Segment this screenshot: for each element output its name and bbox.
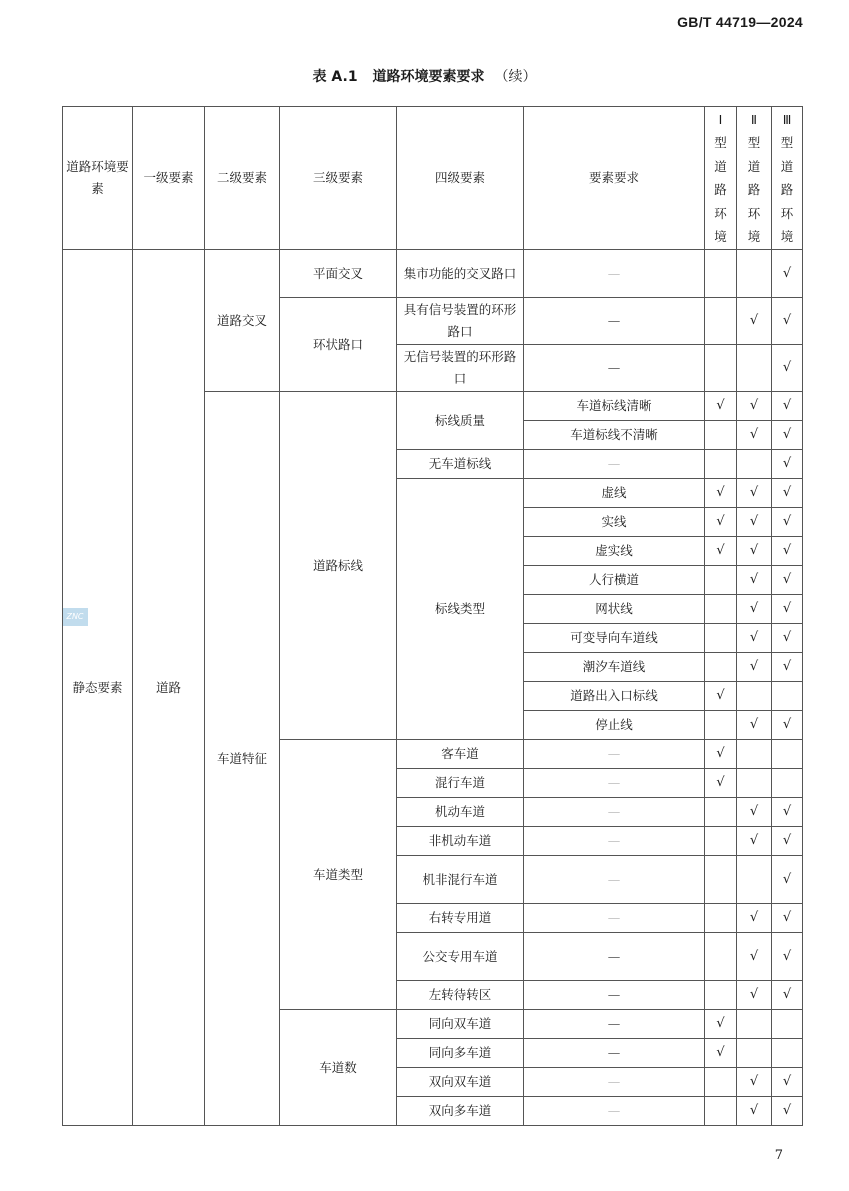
cell-type1 (705, 624, 737, 653)
cell-requirement: — (524, 904, 705, 933)
cell-level4-marking-type: 标线类型 (397, 479, 524, 740)
cell-type3: √ (772, 595, 803, 624)
cell-type3: √ (772, 566, 803, 595)
cell-level4: 右转专用道 (397, 904, 524, 933)
cell-type1: √ (705, 740, 737, 769)
col-header-type2 (737, 107, 772, 250)
cell-type3: √ (772, 537, 803, 566)
cell-type1 (705, 450, 737, 479)
cell-type1 (705, 856, 737, 904)
cell-type3: √ (772, 711, 803, 740)
cell-type3: √ (772, 450, 803, 479)
cell-type3: √ (772, 250, 803, 298)
cell-requirement: — (524, 1068, 705, 1097)
cell-type1 (705, 1097, 737, 1126)
table-continued: （续） (494, 69, 537, 85)
cell-type2 (737, 769, 772, 798)
type2-label: Ⅱ型道路环境 (747, 111, 761, 244)
cell-type2 (737, 1039, 772, 1068)
cell-requirement: — (524, 856, 705, 904)
col-header-level3: 三级要素 (280, 107, 397, 250)
cell-type2: √ (737, 981, 772, 1010)
cell-requirement: 潮汐车道线 (524, 653, 705, 682)
cell-requirement: 虚实线 (524, 537, 705, 566)
requirements-table (62, 106, 803, 1126)
cell-type1 (705, 421, 737, 450)
cell-level3-marking: 道路标线 (280, 392, 397, 740)
cell-level4: 无车道标线 (397, 450, 524, 479)
cell-type2 (737, 345, 772, 392)
cell-type3: √ (772, 298, 803, 345)
cell-type2 (737, 250, 772, 298)
col-header-environment-element: 道路环境要素 (63, 107, 133, 250)
cell-requirement: 车道标线不清晰 (524, 421, 705, 450)
cell-type1 (705, 653, 737, 682)
cell-type2 (737, 740, 772, 769)
cell-type2: √ (737, 508, 772, 537)
cell-level4: 机动车道 (397, 798, 524, 827)
cell-type2: √ (737, 566, 772, 595)
cell-type1 (705, 981, 737, 1010)
type3-label: Ⅲ型道路环境 (780, 111, 794, 244)
cell-type1: √ (705, 508, 737, 537)
cell-type1: √ (705, 769, 737, 798)
cell-requirement: — (524, 769, 705, 798)
col-header-level1: 一级要素 (133, 107, 205, 250)
cell-type1 (705, 1068, 737, 1097)
cell-level4: 左转待转区 (397, 981, 524, 1010)
cell-type1: √ (705, 479, 737, 508)
cell-type2: √ (737, 1068, 772, 1097)
cell-type3: √ (772, 479, 803, 508)
cell-requirement: — (524, 827, 705, 856)
cell-type3: √ (772, 392, 803, 421)
cell-requirement: 可变导向车道线 (524, 624, 705, 653)
cell-type2 (737, 682, 772, 711)
cell-type2 (737, 450, 772, 479)
standard-code: GB/T 44719—2024 (677, 14, 803, 30)
cell-requirement: — (524, 740, 705, 769)
col-header-type1 (705, 107, 737, 250)
cell-type2: √ (737, 624, 772, 653)
cell-level3-lanetype: 车道类型 (280, 740, 397, 1010)
cell-level4: 集市功能的交叉路口 (397, 250, 524, 298)
cell-type1 (705, 566, 737, 595)
col-header-level4: 四级要素 (397, 107, 524, 250)
cell-requirement: — (524, 345, 705, 392)
table-number: 表 A.1 (312, 69, 358, 85)
cell-type3: √ (772, 981, 803, 1010)
cell-level2-lane: 车道特征 (205, 392, 280, 1126)
cell-type1: √ (705, 537, 737, 566)
cell-type3: √ (772, 904, 803, 933)
cell-requirement: 道路出入口标线 (524, 682, 705, 711)
cell-environment-element: 静态要素 (63, 250, 133, 1126)
cell-type1: √ (705, 1039, 737, 1068)
col-header-requirement: 要素要求 (524, 107, 705, 250)
cell-type2: √ (737, 827, 772, 856)
cell-type3: √ (772, 345, 803, 392)
cell-requirement: — (524, 933, 705, 981)
cell-level4: 同向多车道 (397, 1039, 524, 1068)
table-row (63, 250, 803, 298)
watermark-logo: ZNC (62, 608, 88, 626)
cell-level1: 道路 (133, 250, 205, 1126)
cell-type1 (705, 933, 737, 981)
cell-requirement: 网状线 (524, 595, 705, 624)
page-number: 7 (774, 1148, 783, 1163)
cell-requirement: — (524, 1039, 705, 1068)
cell-level4: 公交专用车道 (397, 933, 524, 981)
cell-type3: √ (772, 1068, 803, 1097)
type1-label: Ⅰ型道路环境 (714, 111, 727, 244)
cell-requirement: — (524, 250, 705, 298)
cell-type3: √ (772, 624, 803, 653)
cell-level2-intersection: 道路交叉 (205, 250, 280, 392)
cell-requirement: — (524, 298, 705, 345)
cell-level3-roundabout: 环状路口 (280, 298, 397, 392)
cell-type1 (705, 827, 737, 856)
cell-type1: √ (705, 1010, 737, 1039)
cell-type3: √ (772, 933, 803, 981)
cell-type1 (705, 798, 737, 827)
cell-type1 (705, 250, 737, 298)
cell-type2: √ (737, 421, 772, 450)
cell-type1: √ (705, 682, 737, 711)
cell-type2: √ (737, 904, 772, 933)
cell-type2: √ (737, 1097, 772, 1126)
cell-level4-marking-quality: 标线质量 (397, 392, 524, 450)
cell-requirement: — (524, 1010, 705, 1039)
cell-type2: √ (737, 392, 772, 421)
cell-type3 (772, 1039, 803, 1068)
cell-type3 (772, 740, 803, 769)
cell-level4: 同向双车道 (397, 1010, 524, 1039)
cell-type1 (705, 345, 737, 392)
cell-requirement: 车道标线清晰 (524, 392, 705, 421)
cell-level4: 双向多车道 (397, 1097, 524, 1126)
cell-type1: √ (705, 392, 737, 421)
cell-requirement: 停止线 (524, 711, 705, 740)
cell-requirement: 实线 (524, 508, 705, 537)
cell-requirement: — (524, 450, 705, 479)
cell-requirement: — (524, 981, 705, 1010)
cell-level4: 无信号装置的环形路口 (397, 345, 524, 392)
header-row (63, 107, 803, 250)
cell-level3-plane: 平面交叉 (280, 250, 397, 298)
cell-level4: 双向双车道 (397, 1068, 524, 1097)
cell-type1 (705, 904, 737, 933)
cell-type2: √ (737, 798, 772, 827)
cell-requirement: — (524, 1097, 705, 1126)
cell-type2 (737, 1010, 772, 1039)
cell-type2: √ (737, 537, 772, 566)
cell-requirement: — (524, 798, 705, 827)
cell-requirement: 虚线 (524, 479, 705, 508)
cell-type1 (705, 711, 737, 740)
cell-type3: √ (772, 1097, 803, 1126)
cell-type2: √ (737, 595, 772, 624)
cell-type3: √ (772, 827, 803, 856)
cell-level4: 客车道 (397, 740, 524, 769)
table-title (0, 66, 849, 86)
cell-level3-lanecount: 车道数 (280, 1010, 397, 1126)
cell-level4: 非机动车道 (397, 827, 524, 856)
cell-type3: √ (772, 508, 803, 537)
cell-type3: √ (772, 653, 803, 682)
table-name: 道路环境要素要求 (372, 69, 485, 85)
cell-type2: √ (737, 479, 772, 508)
cell-type2 (737, 856, 772, 904)
cell-type3: √ (772, 421, 803, 450)
cell-type2: √ (737, 933, 772, 981)
cell-type3 (772, 769, 803, 798)
cell-type1 (705, 595, 737, 624)
cell-type3 (772, 682, 803, 711)
col-header-type3 (772, 107, 803, 250)
cell-level4: 具有信号装置的环形路口 (397, 298, 524, 345)
cell-level4: 混行车道 (397, 769, 524, 798)
cell-type3: √ (772, 798, 803, 827)
cell-type3: √ (772, 856, 803, 904)
cell-type3 (772, 1010, 803, 1039)
cell-level4: 机非混行车道 (397, 856, 524, 904)
cell-type2: √ (737, 711, 772, 740)
cell-type2: √ (737, 653, 772, 682)
col-header-level2: 二级要素 (205, 107, 280, 250)
cell-type1 (705, 298, 737, 345)
cell-requirement: 人行横道 (524, 566, 705, 595)
cell-type2: √ (737, 298, 772, 345)
